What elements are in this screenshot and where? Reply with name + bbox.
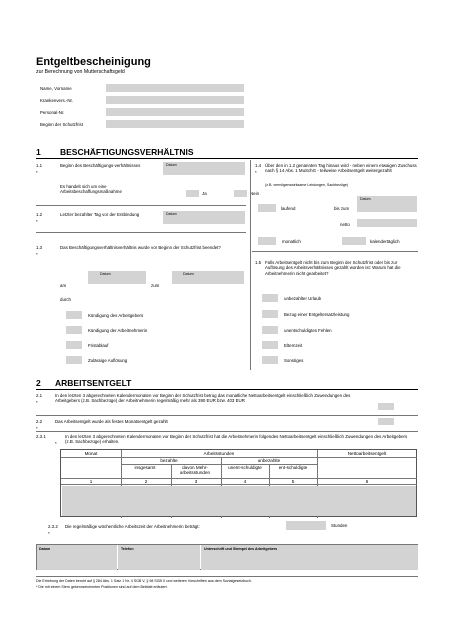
personal-field[interactable] xyxy=(106,108,244,116)
section-2-number: 2 xyxy=(36,378,41,388)
kalendertaeglich-label: kalendertäglich xyxy=(370,239,400,244)
q13-am-date-label: Datum xyxy=(100,272,111,276)
name-label: Name, Vorname xyxy=(40,86,72,91)
q232-number: 2.3.2 xyxy=(48,524,58,529)
col-unbezahlte: unbezahlte xyxy=(257,458,281,463)
q232-hours-field[interactable] xyxy=(286,521,326,530)
section-1-divider xyxy=(36,158,418,159)
q15-label: Falls Arbeitsentgelt nicht bis zum Beginn der Schutzfrist oder bis zur Auflösung des Arbeitsverhältnisses gezahlt worden ist: Warum hat die Arbeitnehmerin nicht gearbeitet? xyxy=(265,260,401,276)
entgelt-table xyxy=(60,449,417,517)
col-bezahlte: bezahlte xyxy=(160,458,178,463)
q232-label: Die regelmäßige wöchentliche Arbeitszeit der Arbeitnehmerin beträgt: xyxy=(65,524,200,529)
col-unent: unent-schuldigte xyxy=(228,465,262,470)
kuend-ag-label: Kündigung des Arbeitgebers xyxy=(88,313,144,318)
q13-am-field[interactable] xyxy=(88,271,146,284)
col-monat: Monat xyxy=(84,451,98,456)
section-2-divider xyxy=(36,389,418,390)
table-data-rows[interactable] xyxy=(62,486,416,516)
kv-label: Krankenvers.-Nr. xyxy=(40,98,73,103)
aufloesung-label: Zulässige Auflösung xyxy=(88,358,128,363)
am-label: am xyxy=(60,283,67,288)
q11-number: 1.1 xyxy=(36,163,43,168)
q22-number: 2.2 xyxy=(36,419,43,424)
col-num-1: 1 xyxy=(89,479,93,484)
elternzeit-label: Elternzeit xyxy=(284,343,303,348)
kv-field[interactable] xyxy=(106,96,244,104)
fristablauf-checkbox[interactable] xyxy=(66,341,82,349)
sonstiges-checkbox[interactable] xyxy=(262,356,278,364)
footer-note-2: * Die mit einem Stern gekennzeichneten Positionen sind auf dem Beiblatt erläutert. xyxy=(36,585,168,589)
kuend-ag-checkbox[interactable] xyxy=(66,311,82,319)
ersatz-checkbox[interactable] xyxy=(262,310,278,318)
section-1-number: 1 xyxy=(36,147,41,157)
q22-label: Das Arbeitsentgelt wurde als festes Monatsentgelt gezahlt xyxy=(55,419,168,424)
nein-label: Nein xyxy=(250,191,260,196)
q22-checkbox[interactable] xyxy=(378,418,394,425)
fehlen-checkbox[interactable] xyxy=(262,326,278,334)
netto-label: netto xyxy=(340,222,350,227)
q21-number: 2.1 xyxy=(36,393,43,398)
urlaub-label: unbezahlter Urlaub xyxy=(284,296,322,301)
q14-netto-field[interactable] xyxy=(357,219,417,227)
kuend-an-label: Kündigung der Arbeitnehmerin xyxy=(88,328,148,333)
q13-zum-date-label: Datum xyxy=(183,272,194,276)
q13-number: 1.3 xyxy=(36,245,43,250)
q231-number: 2.3.1 xyxy=(36,434,46,439)
col-netto: Nettoarbeitsentgelt xyxy=(347,451,387,456)
personal-label: Personal-Nr. xyxy=(40,110,65,115)
page-subtitle: zur Berechnung von Mutterschaftsgeld xyxy=(36,69,125,75)
q12-number: 1.2 xyxy=(36,212,43,217)
col-mehr: davon Mehr-arbeitsstunden xyxy=(179,465,211,476)
q12-label: Letzter bezahlter Tag vor der Entbindung xyxy=(60,212,140,217)
q11b-label: Es handelt sich um eine Arbeitsbeschaffungsmaßnahme xyxy=(60,184,122,195)
q11-label: Beginn des Beschäftigungs-verhältnisses xyxy=(60,163,141,168)
laufend-label: laufend xyxy=(281,206,296,211)
footer-unterschrift-label: Unterschrift und Stempel des Arbeitgebers xyxy=(204,547,278,551)
col-insgesamt: insgesamt xyxy=(134,465,156,470)
beginn-label: Beginn der Schutzfrist xyxy=(40,122,83,127)
section-1-title: BESCHÄFTIGUNGSVERHÄLTNIS xyxy=(60,147,194,157)
fristablauf-label: Fristablauf xyxy=(88,343,109,348)
name-field[interactable] xyxy=(106,84,244,92)
footer-note-1: Die Erhebung der Daten beruht auf § 284 Abs. 1 Satz 1 Nr. 4 SGB V, § 98 SGB X und weiteren Vorschriften aus dem Sozialgesetzbuch. xyxy=(36,579,252,583)
col-num-4: 4 xyxy=(243,479,247,484)
stunden-label: Stunden xyxy=(331,523,348,528)
fehlen-label: unentschuldigtes Fehlen xyxy=(284,328,332,333)
kuend-an-checkbox[interactable] xyxy=(66,326,82,334)
footer-telefon-label: Telefon xyxy=(121,547,134,551)
bis-zum-label: bis zum xyxy=(334,206,350,211)
ja-checkbox[interactable] xyxy=(186,190,199,197)
beginn-field[interactable] xyxy=(106,120,244,128)
ersatz-label: Bezug einer Entgeltersatzleistung xyxy=(284,312,350,317)
q14-note: (z.B. vermögenswirksame Leistungen, Sachbezüge) xyxy=(265,183,349,187)
nein-checkbox[interactable] xyxy=(234,190,247,197)
col-num-2: 2 xyxy=(144,479,148,484)
q11-date-label: Datum xyxy=(166,163,177,167)
col-arbeitsstunden: Arbeitsstunden xyxy=(203,451,235,456)
q21-label: In den letzten 3 abgerechneten Kalendermonaten vor Beginn der Schutzfrist betrug das monatliche Nettoarbeitsentgelt einschließlich Zuwendungen des Arbeitgebers (z.B. Sachbezüge) der Arbeitnehmerin regelmäßig mehr als 390 EUR bzw. 403 EUR xyxy=(55,393,351,404)
kalendertaeglich-checkbox[interactable] xyxy=(342,237,366,245)
q14-label: Über den in 1.2 genannten Tag hinaus wird - neben einem etwaigen Zuschuss nach § 14 Abs. 1 MuSchG - teilweise Arbeitsentgelt weitergezahlt xyxy=(265,163,417,174)
zum-label: zum xyxy=(151,283,160,288)
q13-label: Das Beschäftigungsverhältnisverhältnis wurde vor Beginn der Schutzfrist beendet? xyxy=(60,245,221,250)
col-num-5: 5 xyxy=(291,479,295,484)
q14-bis-date-label: Datum xyxy=(360,197,371,201)
section-2-title: ARBEITSENTGELT xyxy=(55,378,132,388)
footer-datum-label: Datum xyxy=(39,547,51,551)
q14-number: 1.4 xyxy=(255,163,262,168)
laufend-checkbox[interactable] xyxy=(258,204,276,212)
signature-block xyxy=(36,544,418,570)
ja-label: Ja xyxy=(202,191,207,196)
col-num-6: 6 xyxy=(365,479,369,484)
elternzeit-checkbox[interactable] xyxy=(262,341,278,349)
monatlich-label: monatlich xyxy=(282,239,301,244)
q21-checkbox[interactable] xyxy=(378,403,394,410)
sonstiges-label: Sonstiges xyxy=(284,358,304,363)
col-ent: ent-schuldigte xyxy=(278,465,308,470)
monatlich-checkbox[interactable] xyxy=(258,237,276,245)
urlaub-checkbox[interactable] xyxy=(262,294,278,302)
page-title: Entgeltbescheinigung xyxy=(36,56,151,68)
aufloesung-checkbox[interactable] xyxy=(66,356,82,364)
q231-label: In den letzten 3 abgerechneten Kalendermonaten vor Beginn der Schutzfrist hat die Arbeitnehmerin folgendes Nettoarbeitsentgelt einschließlich Zuwendungen des Arbeitgebers (z.B. Sachbezüge) erhalten. xyxy=(65,434,408,445)
durch-label: durch xyxy=(60,297,71,302)
q15-number: 1.5 xyxy=(255,260,262,265)
q12-date-label: Datum xyxy=(166,212,177,216)
column-divider xyxy=(250,160,251,370)
col-num-3: 3 xyxy=(194,479,198,484)
